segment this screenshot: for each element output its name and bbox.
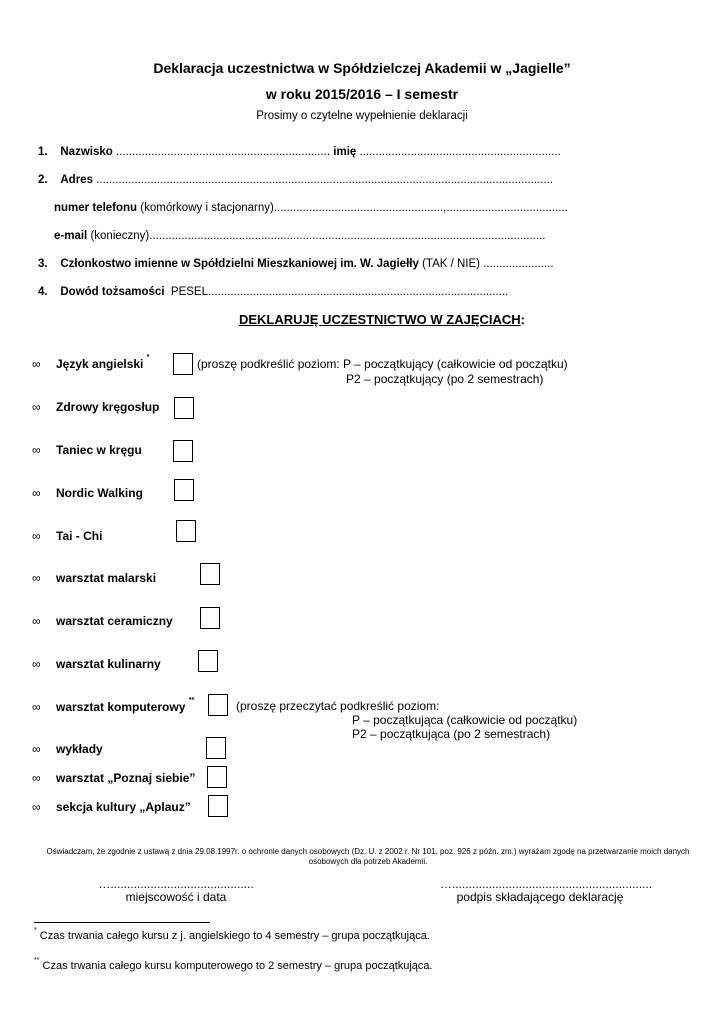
field-number: 3. — [38, 258, 48, 270]
footnote-divider — [34, 922, 210, 923]
declaration-colon: : — [520, 312, 525, 327]
footnote-mark: ** — [34, 957, 40, 964]
checkbox-painting[interactable] — [200, 563, 220, 585]
course-label-lectures: wykłady — [56, 742, 103, 756]
email-label: e-mail — [54, 230, 88, 242]
signature-label: podpis składającego deklarację — [456, 890, 624, 904]
surname-label: Nazwisko — [60, 146, 113, 158]
checkbox-cooking[interactable] — [198, 650, 218, 672]
course-label-tai-chi: Tai - Chi — [56, 529, 103, 543]
bullet-icon: ∞ — [32, 571, 41, 585]
checkbox-dance[interactable] — [173, 440, 193, 462]
address-field[interactable] — [38, 174, 553, 186]
place-date-label: miejscowość i data — [125, 890, 227, 904]
address-label: Adres — [60, 174, 93, 186]
english-level-note-line2: P2 – początkujący (po 2 semestrach) — [346, 372, 544, 386]
course-label-cooking: warsztat kulinarny — [56, 657, 161, 671]
pesel-dots: .............................................................................................. — [208, 286, 509, 298]
document-title-line2: w roku 2015/2016 – I semestr — [265, 86, 459, 102]
id-label: Dowód tożsamości — [60, 286, 165, 298]
checkbox-know-yourself[interactable] — [207, 766, 227, 788]
computer-level-note-line1: (proszę przeczytać podkreślić poziom: — [236, 699, 440, 713]
footnote-mark: * — [34, 927, 37, 934]
field-number: 1. — [38, 146, 48, 158]
phone-field[interactable] — [54, 202, 568, 214]
place-date-line[interactable]: …........................................... — [98, 877, 254, 891]
bullet-icon: ∞ — [32, 800, 41, 814]
bullet-icon: ∞ — [32, 657, 41, 671]
declaration-heading-text: DEKLARUJĘ UCZESTNICTWO W ZAJĘCIACH — [238, 312, 521, 327]
document-subtitle: Prosimy o czytelne wypełnienie deklaracji — [256, 110, 468, 122]
first-name-dots: ............................................................... — [359, 146, 561, 158]
first-name-label: imię — [333, 146, 357, 158]
email-note: (konieczny) — [90, 230, 150, 242]
consent-text: Oświadczam, że zgodnie z ustawą z dnia 29.08.1997r. o ochronie danych osobowych (Dz. U. z 2002 r. Nr 101, poz. 926 z późn. zm.) wyrażam zgodę na przetwarzanie moich danych osobowych dla potrzeb Akademii. — [46, 847, 690, 866]
membership-field[interactable] — [38, 258, 554, 270]
computer-level-note-line3: P2 – początkująca (po 2 semestrach) — [352, 727, 551, 741]
course-label-ceramics: warsztat ceramiczny — [56, 614, 173, 628]
checkbox-computer[interactable] — [208, 694, 228, 716]
address-dots: ............................................................................................................................................... — [96, 174, 554, 186]
bullet-icon: ∞ — [32, 771, 41, 785]
field-number: 4. — [38, 286, 48, 298]
footnote-mark: * — [146, 354, 150, 361]
surname-field[interactable] — [38, 146, 561, 158]
bullet-icon: ∞ — [32, 400, 41, 414]
course-label-dance: Taniec w kręgu — [56, 443, 142, 457]
signature-line[interactable]: …............................................................ — [440, 877, 653, 891]
footnote-mark: ** — [188, 697, 195, 704]
course-label-painting: warsztat malarski — [56, 571, 157, 585]
checkbox-nordic-walking[interactable] — [174, 479, 194, 501]
id-field[interactable] — [38, 286, 508, 298]
course-label-nordic-walking: Nordic Walking — [56, 486, 143, 500]
membership-note: (TAK / NIE) — [422, 258, 481, 270]
checkbox-aplauz[interactable] — [208, 795, 228, 817]
bullet-icon: ∞ — [32, 486, 41, 500]
bullet-icon: ∞ — [32, 700, 41, 714]
phone-label: numer telefonu — [54, 202, 138, 214]
bullet-icon: ∞ — [32, 529, 41, 543]
checkbox-spine[interactable] — [174, 397, 194, 419]
membership-label: Członkostwo imienne w Spółdzielni Mieszkaniowej im. W. Jagiełły — [60, 258, 419, 270]
membership-dots: ...................... — [483, 258, 554, 270]
surname-dots: ................................................................... — [116, 146, 331, 158]
footnote-english — [34, 927, 430, 942]
email-field[interactable] — [54, 230, 545, 242]
computer-level-note-line2: P – początkująca (całkowicie od początku) — [352, 713, 578, 727]
bullet-icon: ∞ — [32, 443, 41, 457]
checkbox-lectures[interactable] — [206, 737, 226, 759]
course-label-spine: Zdrowy kręgosłup — [56, 400, 160, 414]
footnote-computer — [34, 957, 433, 972]
document-title-line1: Deklaracja uczestnictwa w Spółdzielczej Akademii w „Jagielle” — [153, 60, 571, 76]
checkbox-tai-chi[interactable] — [176, 520, 196, 542]
checkbox-english[interactable] — [173, 353, 193, 375]
course-label-know-yourself: warsztat „Poznaj siebie” — [56, 771, 196, 785]
declaration-heading — [0, 312, 724, 327]
bullet-icon: ∞ — [32, 357, 41, 371]
checkbox-ceramics[interactable] — [200, 607, 220, 629]
course-label-computer: warsztat komputerowy ** — [56, 697, 195, 714]
phone-dots: .....................................................,...................................... — [273, 202, 568, 214]
footnote-computer-text: Czas trwania całego kursu komputerowego to 2 semestry – grupa początkująca. — [42, 960, 433, 972]
bullet-icon: ∞ — [32, 614, 41, 628]
email-dots: ............................................................................................................................ — [149, 230, 546, 242]
footnote-english-text: Czas trwania całego kursu z j. angielskiego to 4 semestry – grupa początkująca. — [39, 930, 430, 942]
bullet-icon: ∞ — [32, 742, 41, 756]
phone-note: (komórkowy i stacjonarny) — [140, 202, 274, 214]
course-label-aplauz: sekcja kultury „Aplauz” — [56, 800, 191, 814]
pesel-label: PESEL — [170, 286, 208, 298]
field-number: 2. — [38, 174, 48, 186]
course-label-english: Język angielski * — [56, 354, 150, 371]
english-level-note-line1: (proszę podkreślić poziom: P – początkujący (całkowicie od początku) — [197, 357, 568, 371]
